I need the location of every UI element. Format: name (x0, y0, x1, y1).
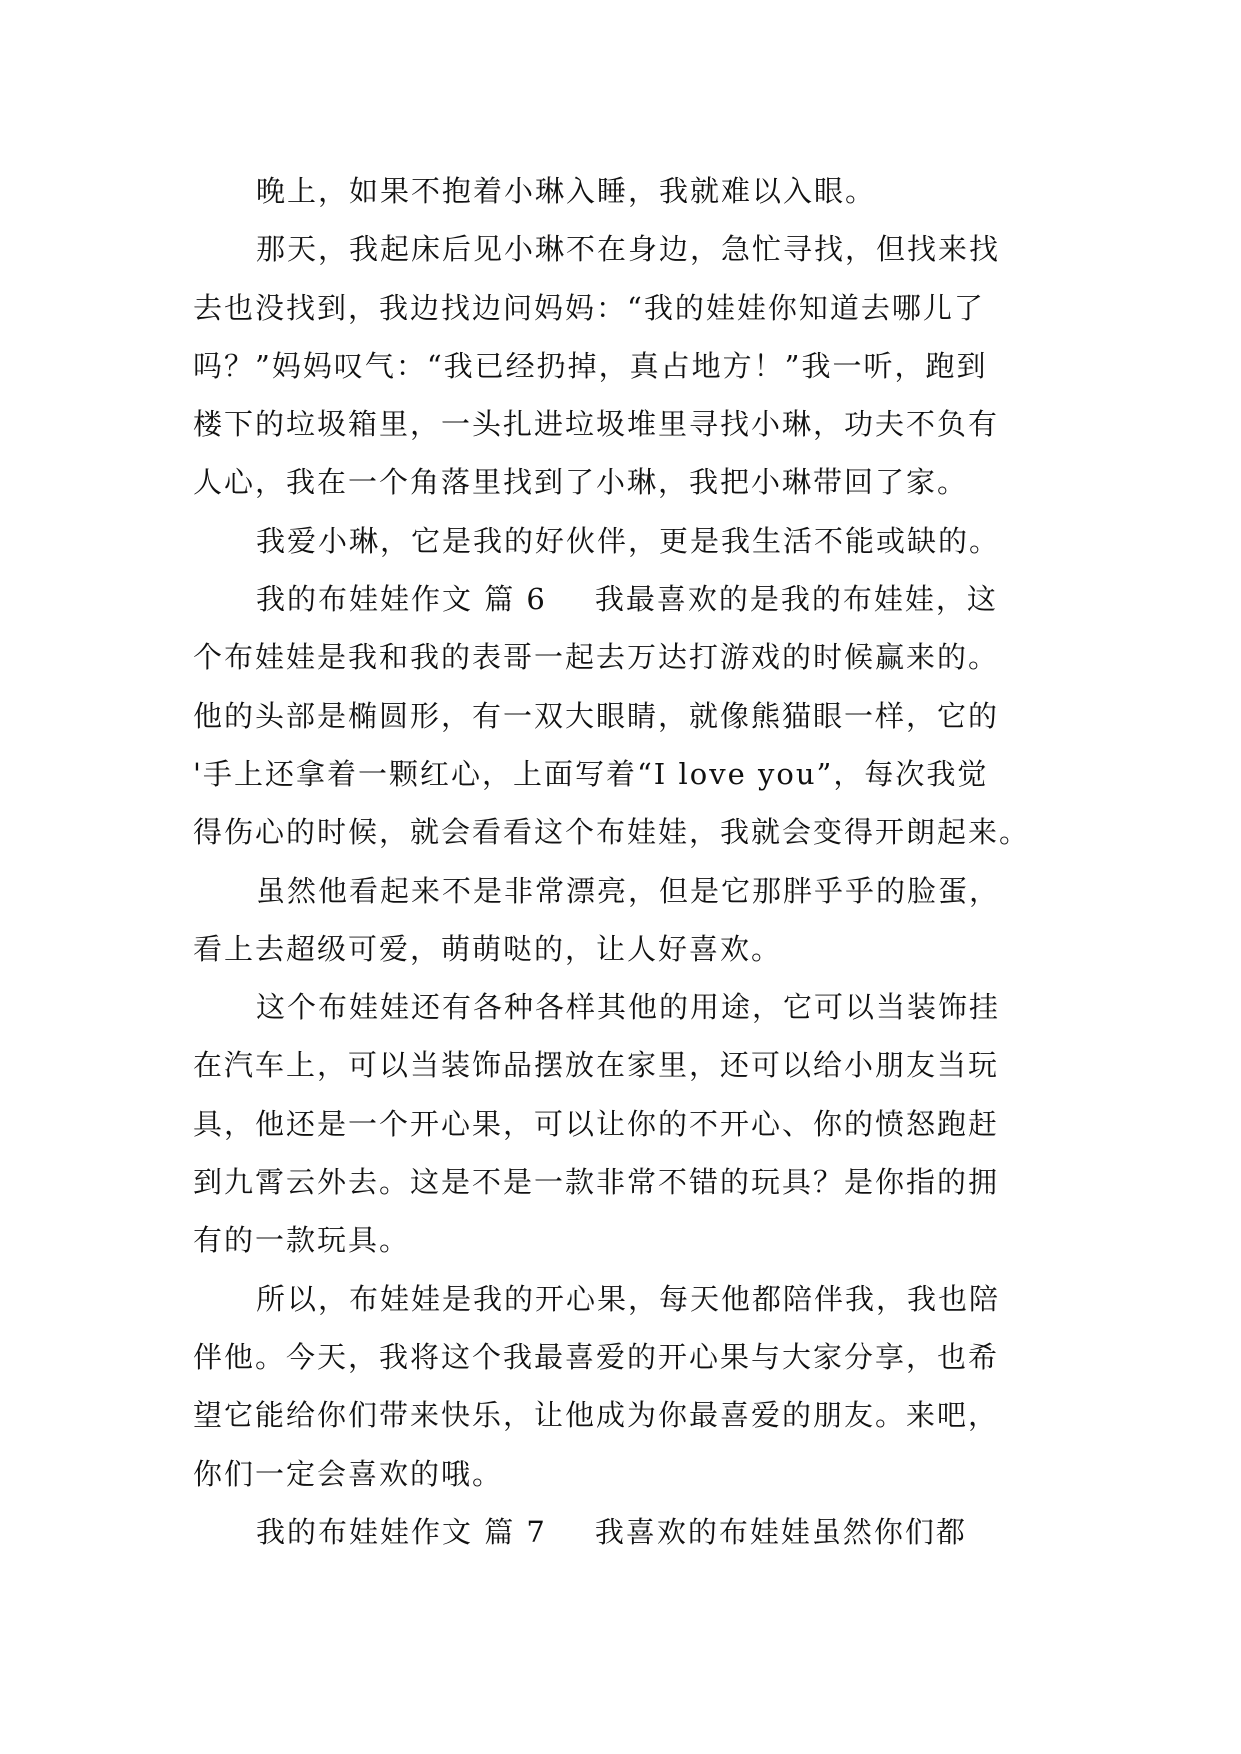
text-line: 伴他。今天，我将这个我最喜爱的开心果与大家分享，也希 (193, 1339, 1000, 1374)
text-line: 我爱小琳，它是我的好伙伴，更是我生活不能或缺的。 (256, 523, 1001, 558)
section-heading-line (193, 570, 1053, 628)
text-line: 你们一定会喜欢的哦。 (193, 1456, 504, 1491)
text-line: 人心，我在一个角落里找到了小琳，我把小琳带回了家。 (193, 465, 969, 500)
text-line: 所以，布娃娃是我的开心果，每天他都陪伴我，我也陪 (256, 1281, 1001, 1316)
section-heading: 我的布娃娃作文 篇 6 (256, 582, 547, 617)
text-line: 去也没找到，我边找边问妈妈：“我的娃娃你知道去哪儿了 (193, 290, 985, 325)
text-line: 这个布娃娃还有各种各样其他的用途，它可以当装饰挂 (256, 990, 1001, 1025)
text-line: 那天，我起床后见小琳不在身边，急忙寻找，但找来找 (256, 232, 1001, 267)
section-heading-line (193, 1503, 1053, 1561)
text-line: 望它能给你们带来快乐，让他成为你最喜爱的朋友。来吧， (193, 1398, 1000, 1433)
section-first-sentence: 我最喜欢的是我的布娃娃，这 (594, 582, 998, 617)
text-line: 看上去超级可爱，萌萌哒的，让人好喜欢。 (193, 931, 783, 966)
text-line: 他的头部是椭圆形，有一双大眼睛，就像熊猫眼一样，它的 (193, 698, 1000, 733)
document-body (193, 162, 1053, 1561)
text-line: 有的一款玩具。 (193, 1223, 411, 1258)
text-line: 在汽车上，可以当装饰品摆放在家里，还可以给小朋友当玩 (193, 1048, 1000, 1083)
section-heading: 我的布娃娃作文 篇 7 (256, 1514, 547, 1549)
text-line: 楼下的垃圾箱里，一头扎进垃圾堆里寻找小琳，功夫不负有 (193, 407, 1000, 442)
text-line: 个布娃娃是我和我的表哥一起去万达打游戏的时候赢来的。 (193, 640, 1000, 675)
text-line: 吗？”妈妈叹气：“我已经扔掉，真占地方！”我一听，跑到 (193, 348, 988, 383)
text-line: 具，他还是一个开心果，可以让你的不开心、你的愤怒跑赶 (193, 1106, 1000, 1141)
text-line: 晚上，如果不抱着小琳入睡，我就难以入眼。 (256, 174, 877, 208)
text-line: 到九霄云外去。这是不是一款非常不错的玩具？是你指的拥 (193, 1165, 1000, 1200)
text-line: '手上还拿着一颗红心，上面写着“I love you”，每次我觉 (193, 756, 989, 791)
text-line: 虽然他看起来不是非常漂亮，但是它那胖乎乎的脸蛋， (256, 873, 1001, 908)
text-line: 得伤心的时候，就会看看这个布娃娃，我就会变得开朗起来。 (193, 815, 1031, 850)
section-first-sentence: 我喜欢的布娃娃虽然你们都 (594, 1514, 967, 1549)
